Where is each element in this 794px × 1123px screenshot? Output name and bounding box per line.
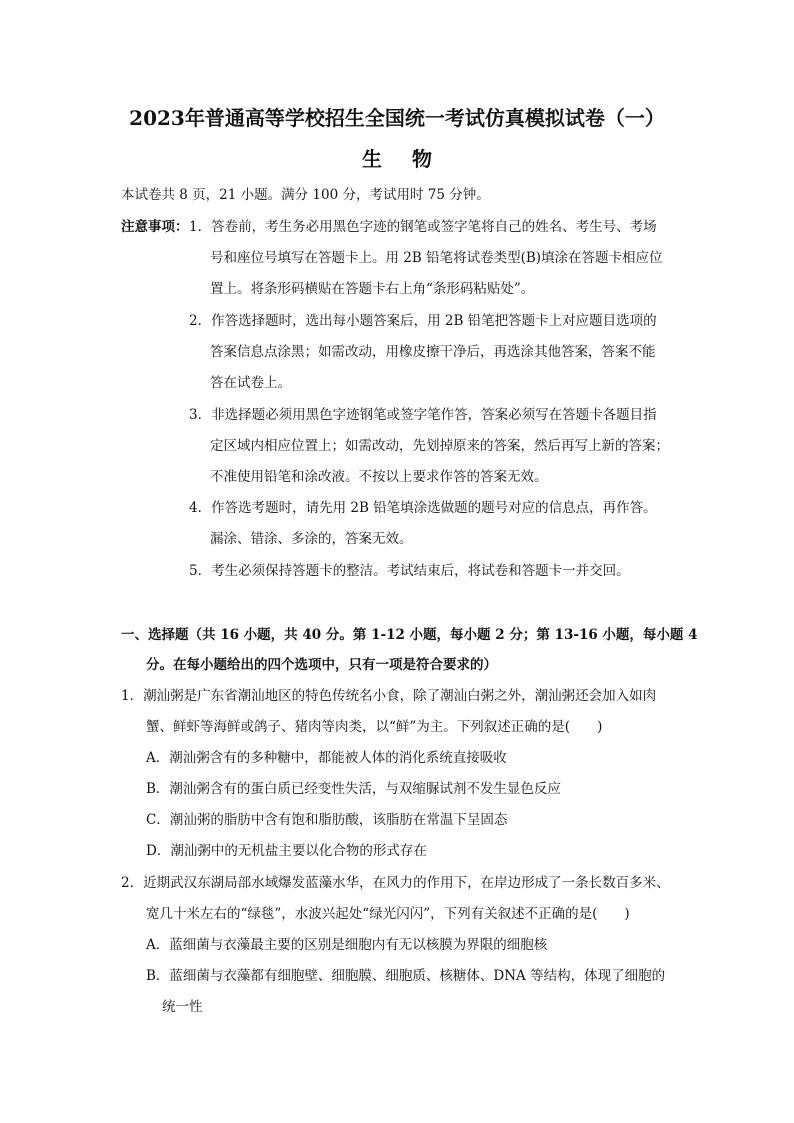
option-b: 统一性 — [162, 999, 203, 1015]
note-line: 置上。将条形码横贴在答题卡右上角“条形码粘贴处”。 — [210, 281, 535, 297]
note-line: 3．非选择题必须用黑色字迹钢笔或签字笔作答，答案必须写在答题卡各题目指 — [189, 407, 657, 423]
note-line: 答案信息点涂黑；如需改动，用橡皮擦干净后，再选涂其他答案，答案不能 — [210, 344, 656, 360]
option-a: A．潮汕粥含有的多种糖中，都能被人体的消化系统直接吸收 — [146, 750, 507, 766]
option-b: B．蓝细菌与衣藻都有细胞壁、细胞膜、细胞质、核糖体、DNA 等结构，体现了细胞的 — [146, 968, 666, 984]
section-heading: 分。在每小题给出的四个选项中，只有一项是符合要求的） — [146, 657, 497, 673]
option-d: D．潮汕粥中的无机盐主要以化合物的形式存在 — [146, 843, 427, 859]
question-stem: 2．近期武汉东湖局部水域爆发蓝藻水华，在风力的作用下，在岸边形成了一条长数百多米、 — [121, 875, 670, 891]
note-line: 答在试卷上。 — [210, 375, 291, 391]
note-line: 漏涂、错涂、多涂的，答案无效。 — [210, 531, 413, 547]
option-a: A．蓝细菌与衣藻最主要的区别是细胞内有无以核膜为界限的细胞核 — [146, 937, 548, 953]
note-line: 定区域内相应位置上；如需改动，先划掉原来的答案，然后再写上新的答案； — [210, 438, 669, 454]
exam-title: 2023年普通高等学校招生全国统一考试仿真模拟试卷（一） — [129, 106, 665, 130]
question-stem: 宽几十米左右的“绿毯”，水波兴起处“绿光闪闪”，下列有关叙述不正确的是( ) — [146, 906, 630, 922]
subject-title: 生物 — [362, 147, 462, 171]
notes-label: 注意事项： — [121, 219, 189, 235]
note-line: 号和座位号填写在答题卡上。用 2B 铅笔将试卷类型(B)填涂在答题卡相应位 — [210, 250, 663, 266]
option-b: B．潮汕粥含有的蛋白质已经变性失活，与双缩脲试剂不发生显色反应 — [146, 781, 561, 797]
option-c: C．潮汕粥的脂肪中含有饱和脂肪酸，该脂肪在常温下呈固态 — [146, 812, 508, 828]
question-stem: 蟹、鲜虾等海鲜或鸽子、猪肉等肉类，以“鲜”为主。下列叙述正确的是( ) — [146, 719, 603, 735]
note-line: 1．答卷前，考生务必用黑色字迹的钢笔或签字笔将自己的姓名、考生号、考场 — [189, 219, 657, 235]
exam-info: 本试卷共 8 页，21 小题。满分 100 分，考试用时 75 分钟。 — [121, 187, 490, 203]
note-line: 5．考生必须保持答题卡的整洁。考试结束后，将试卷和答题卡一并交回。 — [189, 563, 630, 579]
section-heading: 一、选择题（共 16 小题，共 40 分。第 1-12 小题，每小题 2 分；第 13-16 小题，每小题 4 — [121, 627, 698, 643]
note-line: 不准使用铅笔和涂改液。不按以上要求作答的答案无效。 — [210, 469, 548, 485]
note-line: 2．作答选择题时，选出每小题答案后，用 2B 铅笔把答题卡上对应题目选项的 — [189, 313, 657, 329]
question-stem: 1．潮汕粥是广东省潮汕地区的特色传统名小食，除了潮汕白粥之外，潮汕粥还会加入如肉 — [121, 688, 657, 704]
note-line: 4．作答选考题时，请先用 2B 铅笔填涂选做题的题号对应的信息点，再作答。 — [189, 500, 657, 516]
